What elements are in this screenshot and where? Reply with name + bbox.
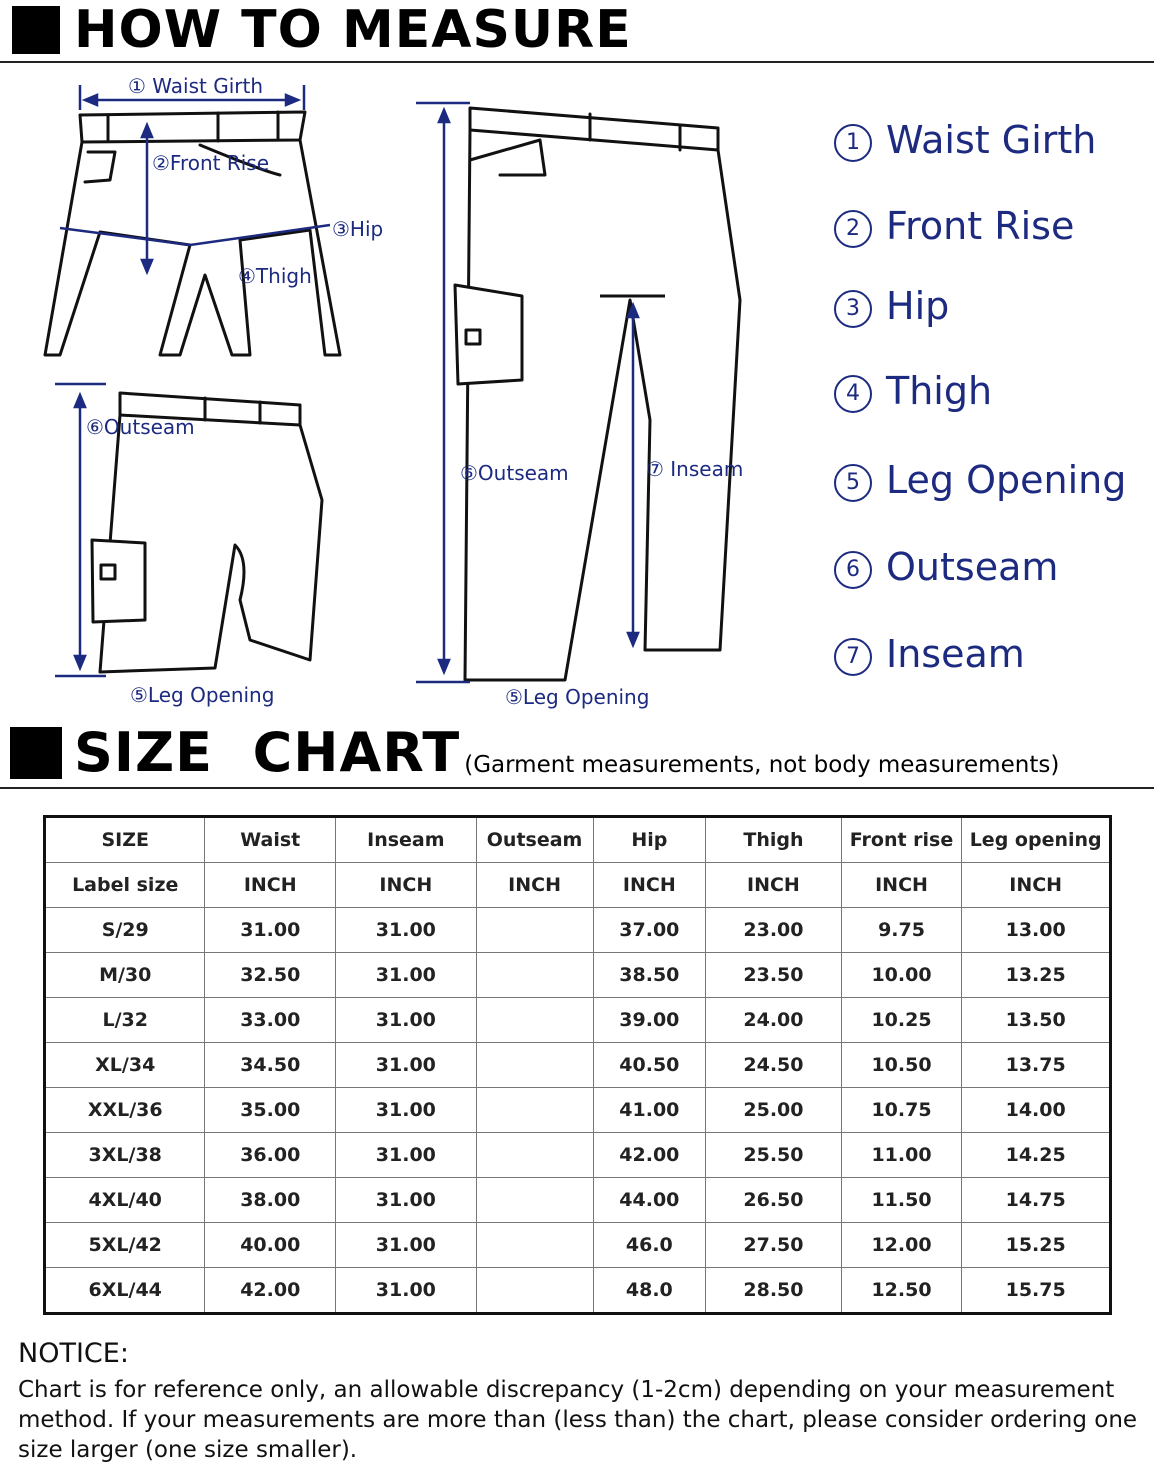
table-cell: 12.50 (841, 1268, 962, 1314)
table-cell: 27.50 (706, 1223, 842, 1268)
legend-label: Leg Opening (886, 458, 1127, 502)
table-cell: 40.00 (205, 1223, 336, 1268)
legend-item-hip (834, 284, 949, 328)
legend-label: Waist Girth (886, 118, 1097, 162)
table-cell: 10.75 (841, 1088, 962, 1133)
table-row (45, 1133, 1111, 1178)
legend-item-front-rise (834, 204, 1074, 248)
table-cell: 39.00 (593, 998, 706, 1043)
size-chart-header (0, 721, 1060, 784)
diagram-label-inseam: ⑦ Inseam (646, 457, 744, 481)
legend-item-waist-girth (834, 118, 1096, 162)
table-cell: 11.00 (841, 1133, 962, 1178)
table-cell: 23.50 (706, 953, 842, 998)
table-cell: 25.50 (706, 1133, 842, 1178)
legend-item-leg-opening (834, 458, 1126, 502)
legend-label: Outseam (886, 545, 1059, 589)
table-units-row (45, 863, 1111, 908)
notice-body: Chart is for reference only, an allowable discrepancy (1-2cm) depending on your measurement method. If your measurements are more than (less than) the chart, please consider ordering one size larger (one size smaller). (18, 1377, 1138, 1463)
table-cell: 41.00 (593, 1088, 706, 1133)
table-cell: 31.00 (336, 1268, 477, 1314)
legend-label: Hip (886, 284, 950, 328)
table-cell: 15.75 (962, 1268, 1111, 1314)
header-square-icon (10, 727, 62, 779)
table-cell: Leg opening (962, 817, 1111, 863)
table-cell: INCH (706, 863, 842, 908)
diagram-label-leg-opening-short: ⑤Leg Opening (130, 683, 275, 707)
table-cell: 6XL/44 (45, 1268, 205, 1314)
table-cell: 11.50 (841, 1178, 962, 1223)
table-cell: 35.00 (205, 1088, 336, 1133)
table-cell: 37.00 (593, 908, 706, 953)
table-cell: INCH (593, 863, 706, 908)
table-cell: 32.50 (205, 953, 336, 998)
size-chart-table (43, 815, 1112, 1315)
legend-number-badge: 7 (834, 638, 872, 676)
table-cell: Outseam (476, 817, 593, 863)
table-cell: Front rise (841, 817, 962, 863)
table-cell: Thigh (706, 817, 842, 863)
legend-number-badge: 3 (834, 290, 872, 328)
table-row (45, 998, 1111, 1043)
table-cell: 14.00 (962, 1088, 1111, 1133)
table-cell (476, 1223, 593, 1268)
table-cell: 5XL/42 (45, 1223, 205, 1268)
table-cell (476, 953, 593, 998)
legend-item-outseam (834, 545, 1058, 589)
table-cell: 44.00 (593, 1178, 706, 1223)
legend-label: Thigh (886, 369, 993, 413)
diagram-label-outseam-short: ⑥Outseam (86, 415, 195, 439)
table-cell: 24.00 (706, 998, 842, 1043)
table-cell: 9.75 (841, 908, 962, 953)
table-cell: 31.00 (336, 1178, 477, 1223)
size-chart-divider (0, 787, 1154, 789)
notice-title: NOTICE: (18, 1338, 129, 1369)
table-cell: 10.00 (841, 953, 962, 998)
table-cell: 10.50 (841, 1043, 962, 1088)
table-cell: 38.50 (593, 953, 706, 998)
table-cell: 13.75 (962, 1043, 1111, 1088)
table-cell: 4XL/40 (45, 1178, 205, 1223)
table-row (45, 953, 1111, 998)
diagram-label-leg-opening-long: ⑤Leg Opening (505, 685, 650, 709)
table-cell (476, 1043, 593, 1088)
legend-label: Front Rise (886, 204, 1075, 248)
table-cell: 31.00 (336, 1223, 477, 1268)
table-cell: 36.00 (205, 1133, 336, 1178)
table-row (45, 1178, 1111, 1223)
table-cell: 31.00 (336, 953, 477, 998)
diagram-label-hip: ③Hip (332, 217, 384, 241)
table-cell: 33.00 (205, 998, 336, 1043)
table-cell: 15.25 (962, 1223, 1111, 1268)
table-cell: 31.00 (336, 1043, 477, 1088)
table-cell: S/29 (45, 908, 205, 953)
table-cell: 26.50 (706, 1178, 842, 1223)
table-cell: Waist (205, 817, 336, 863)
table-cell: 48.0 (593, 1268, 706, 1314)
table-cell (476, 1088, 593, 1133)
table-cell: 14.75 (962, 1178, 1111, 1223)
table-cell (476, 1133, 593, 1178)
table-row (45, 1268, 1111, 1314)
table-cell: Label size (45, 863, 205, 908)
table-cell: 31.00 (336, 1133, 477, 1178)
size-chart-title: SIZE CHART (74, 721, 461, 784)
table-cell: 31.00 (205, 908, 336, 953)
table-cell: 38.00 (205, 1178, 336, 1223)
table-cell: 42.00 (205, 1268, 336, 1314)
legend-number-badge: 1 (834, 124, 872, 162)
long-pants-drawing (455, 108, 740, 680)
table-cell: 31.00 (336, 1088, 477, 1133)
diagram-label-waist-girth: ① Waist Girth (128, 74, 264, 98)
table-cell: 13.50 (962, 998, 1111, 1043)
size-chart-subtitle: (Garment measurements, not body measurements) (464, 752, 1060, 778)
table-cell: 13.00 (962, 908, 1111, 953)
table-cell: 31.00 (336, 908, 477, 953)
table-cell: M/30 (45, 953, 205, 998)
table-row (45, 1043, 1111, 1088)
notice-section (18, 1338, 1148, 1465)
table-cell (476, 1268, 593, 1314)
table-cell (476, 998, 593, 1043)
table-cell: Inseam (336, 817, 477, 863)
diagram-label-thigh: ④Thigh (238, 264, 312, 288)
table-cell: 12.00 (841, 1223, 962, 1268)
table-cell: 34.50 (205, 1043, 336, 1088)
table-cell: 23.00 (706, 908, 842, 953)
table-cell: 40.50 (593, 1043, 706, 1088)
table-header-row (45, 817, 1111, 863)
table-cell: INCH (476, 863, 593, 908)
table-row (45, 1223, 1111, 1268)
table-cell: INCH (336, 863, 477, 908)
legend-number-badge: 6 (834, 551, 872, 589)
table-cell: 3XL/38 (45, 1133, 205, 1178)
table-cell: XL/34 (45, 1043, 205, 1088)
table-cell: INCH (205, 863, 336, 908)
legend-number-badge: 2 (834, 210, 872, 248)
table-cell: 25.00 (706, 1088, 842, 1133)
pants-diagrams (0, 0, 830, 720)
table-cell: 24.50 (706, 1043, 842, 1088)
table-cell: INCH (962, 863, 1111, 908)
table-cell: XXL/36 (45, 1088, 205, 1133)
legend-number-badge: 5 (834, 464, 872, 502)
diagram-label-outseam-long: ⑥Outseam (460, 461, 569, 485)
table-cell (476, 908, 593, 953)
legend-label: Inseam (886, 632, 1025, 676)
table-cell: 28.50 (706, 1268, 842, 1314)
table-cell: 31.00 (336, 998, 477, 1043)
how-to-measure-title: HOW TO MEASURE (74, 0, 632, 60)
table-cell: 10.25 (841, 998, 962, 1043)
legend-item-inseam (834, 632, 1025, 676)
table-cell: 13.25 (962, 953, 1111, 998)
diagram-label-front-rise: ②Front Rise (152, 151, 270, 175)
table-cell: L/32 (45, 998, 205, 1043)
table-cell: Hip (593, 817, 706, 863)
table-cell: 46.0 (593, 1223, 706, 1268)
table-cell (476, 1178, 593, 1223)
table-cell: SIZE (45, 817, 205, 863)
legend-number-badge: 4 (834, 375, 872, 413)
table-cell: 14.25 (962, 1133, 1111, 1178)
table-cell: 42.00 (593, 1133, 706, 1178)
table-cell: INCH (841, 863, 962, 908)
table-row (45, 1088, 1111, 1133)
top-pants-drawing (45, 112, 340, 355)
legend-item-thigh (834, 369, 992, 413)
table-row (45, 908, 1111, 953)
